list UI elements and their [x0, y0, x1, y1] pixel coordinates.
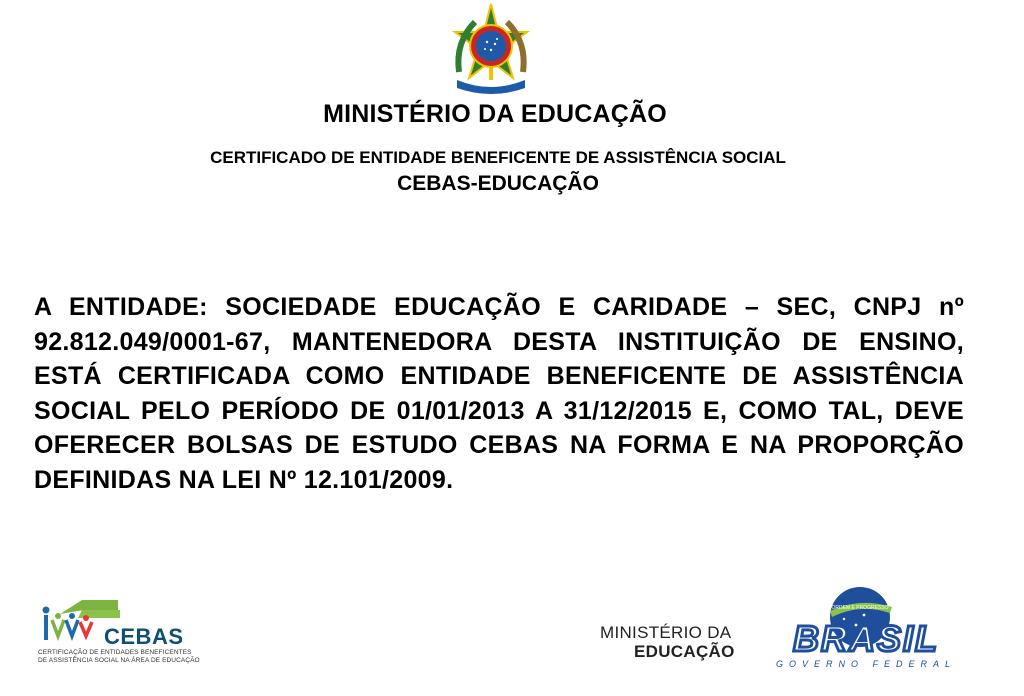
- brasil-banner-text: ORDEM E PROGRESSO: [831, 605, 889, 611]
- coat-of-arms-emblem: [445, 2, 537, 94]
- certificate-title: CERTIFICADO DE ENTIDADE BENEFICENTE DE ASSISTÊNCIA SOCIAL: [210, 148, 786, 167]
- cebas-logo-caption: [38, 649, 208, 665]
- certification-statement: A ENTIDADE: SOCIEDADE EDUCAÇÃO E CARIDADE – SEC, CNPJ nº 92.812.049/0001-67, MANTENEDORA DESTA INSTITUIÇÃO DE ENSINO, ESTÁ CERTIFICADA COMO ENTIDADE BENEFICENTE DE ASSISTÊNCIA SOCIAL PELO PERÍODO DE 01/01/2013 A 31/12/2015 E, COMO TAL, DEVE OFERECER BOLSAS DE ESTUDO CEBAS NA FORMA E NA PROPORÇÃO DEFINIDAS NA LEI Nº 12.101/2009.: [34, 293, 964, 494]
- ministry-title: MINISTÉRIO DA EDUCAÇÃO: [323, 100, 667, 128]
- cebas-logo-word: CEBAS: [104, 624, 184, 649]
- mec-logo-line-1: MINISTÉRIO DA: [600, 623, 732, 642]
- cebas-caption-line-1: CERTIFICAÇÃO DE ENTIDADES BENEFICENTES: [38, 649, 192, 656]
- brasil-logo-tagline: GOVERNO FEDERAL: [775, 659, 957, 669]
- cebas-caption-line-2: DE ASSISTÊNCIA SOCIAL NA ÁREA DE EDUCAÇÃO: [38, 657, 200, 664]
- certificate-short-title: CEBAS-EDUCAÇÃO: [397, 172, 599, 195]
- mec-logo-line-2: EDUCAÇÃO: [634, 642, 735, 661]
- brasil-logo-word: BRASIL: [793, 618, 939, 659]
- brasil-governo-federal-logo: [760, 585, 970, 680]
